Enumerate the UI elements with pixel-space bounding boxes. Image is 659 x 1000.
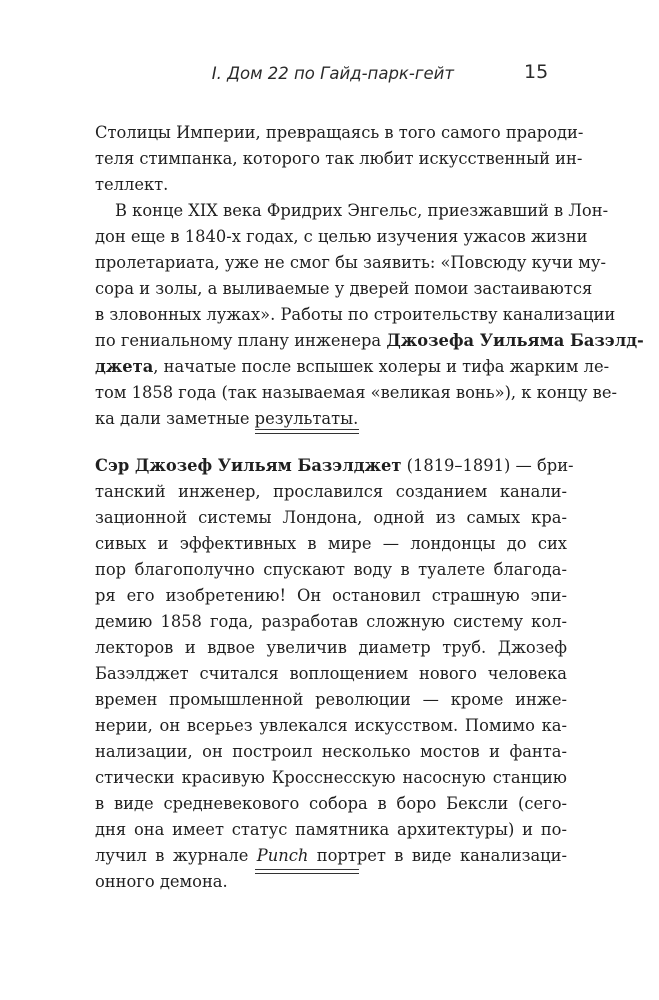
text-run: времен промышленной революции — кроме инже-	[95, 690, 567, 709]
text-run: теллект.	[95, 175, 169, 194]
text-run: теля стимпанка, которого так любит искусственный ин-	[95, 149, 583, 168]
text-line	[95, 635, 567, 661]
page-number: 15	[524, 61, 549, 83]
text-run: нализации, он построил несколько мостов и фанта-	[95, 742, 567, 761]
text-run: Столицы Империи, превращаясь в того самого прароди-	[95, 123, 584, 142]
text-line	[95, 791, 567, 817]
main-text	[95, 120, 644, 432]
bold-name: Сэр Джозеф Уильям Базэлджет	[95, 456, 402, 475]
text-run: Базэлджет считался воплощением нового человека	[95, 664, 567, 683]
text-line	[95, 302, 616, 328]
text-run: дон еще в 1840-х годах, с целью изучения ужасов жизни	[95, 227, 588, 246]
text-run: нерии, он всерьез увлекался искусством. Помимо ка-	[95, 716, 567, 735]
text-line	[95, 120, 584, 146]
text-run: в виде средневекового собора в боро Бексли (сего-	[95, 794, 567, 813]
bold-name: Джозефа Уильяма Базэлд-	[386, 331, 644, 350]
text-line	[95, 453, 574, 479]
text-run: зационной системы Лондона, одной из самых кра-	[95, 508, 567, 527]
text-run: В конце XIX века Фридрих Энгельс, приезжавший в Лон-	[115, 201, 609, 220]
text-line	[95, 172, 567, 198]
chapter-title: I. Дом 22 по Гайд-парк-гейт	[211, 64, 454, 83]
text-line	[95, 146, 583, 172]
text-run: демию 1858 года, разработав сложную систему кол-	[95, 612, 567, 631]
text-run: портрет в виде канализаци-	[308, 846, 567, 865]
text-run: танский инженер, прославился созданием канали-	[95, 482, 567, 501]
text-run: , начатые после вспышек холеры и тифа жарким ле-	[153, 357, 610, 376]
text-run: онного демона.	[95, 872, 228, 891]
text-run: сивых и эффективных в мире — лондонцы до сих	[95, 534, 567, 553]
text-line	[95, 380, 617, 406]
text-line	[95, 276, 593, 302]
text-run: дня она имеет статус памятника архитектуры) и по-	[95, 820, 567, 839]
text-run: (1819–1891) — бри-	[401, 456, 574, 475]
text-line	[95, 479, 567, 505]
text-line	[95, 505, 567, 531]
text-line	[95, 557, 567, 583]
text-line	[95, 250, 606, 276]
text-line	[95, 198, 609, 224]
text-line	[95, 354, 610, 380]
text-line	[95, 817, 567, 843]
text-run: ка дали заметные результаты.	[95, 409, 359, 428]
italic-title: Punch	[256, 846, 309, 865]
text-line	[95, 713, 567, 739]
running-header	[0, 60, 659, 90]
biography-sidebar	[95, 453, 574, 895]
text-line	[95, 739, 567, 765]
text-run: в зловонных лужах». Работы по строительству канализации	[95, 305, 616, 324]
text-line	[95, 843, 567, 869]
section-divider-bottom	[255, 869, 359, 874]
text-run: ря его изобретению! Он остановил страшную эпи-	[95, 586, 567, 605]
text-line	[95, 661, 567, 687]
text-run: лекторов и вдвое увеличив диаметр труб. Джозеф	[95, 638, 567, 657]
text-run: пролетариата, уже не смог бы заявить: «Повсюду кучи му-	[95, 253, 606, 272]
text-line	[95, 609, 567, 635]
section-divider-top	[255, 429, 359, 434]
text-line	[95, 583, 567, 609]
bold-name: джета	[95, 357, 154, 376]
text-line	[95, 224, 588, 250]
text-run: пор благополучно спускают воду в туалете благода-	[95, 560, 567, 579]
text-run: том 1858 года (так называемая «великая вонь»), к концу ве-	[95, 383, 617, 402]
text-line	[95, 687, 567, 713]
text-run: сора и золы, а выливаемые у дверей помои застаиваются	[95, 279, 593, 298]
text-run: стически красивую Кросснесскую насосную станцию	[95, 768, 567, 787]
text-run: по гениальному плану инженера	[95, 331, 387, 350]
text-line	[95, 765, 567, 791]
text-line	[95, 328, 644, 354]
text-line	[95, 531, 567, 557]
text-run: лучил в журнале	[95, 846, 257, 865]
